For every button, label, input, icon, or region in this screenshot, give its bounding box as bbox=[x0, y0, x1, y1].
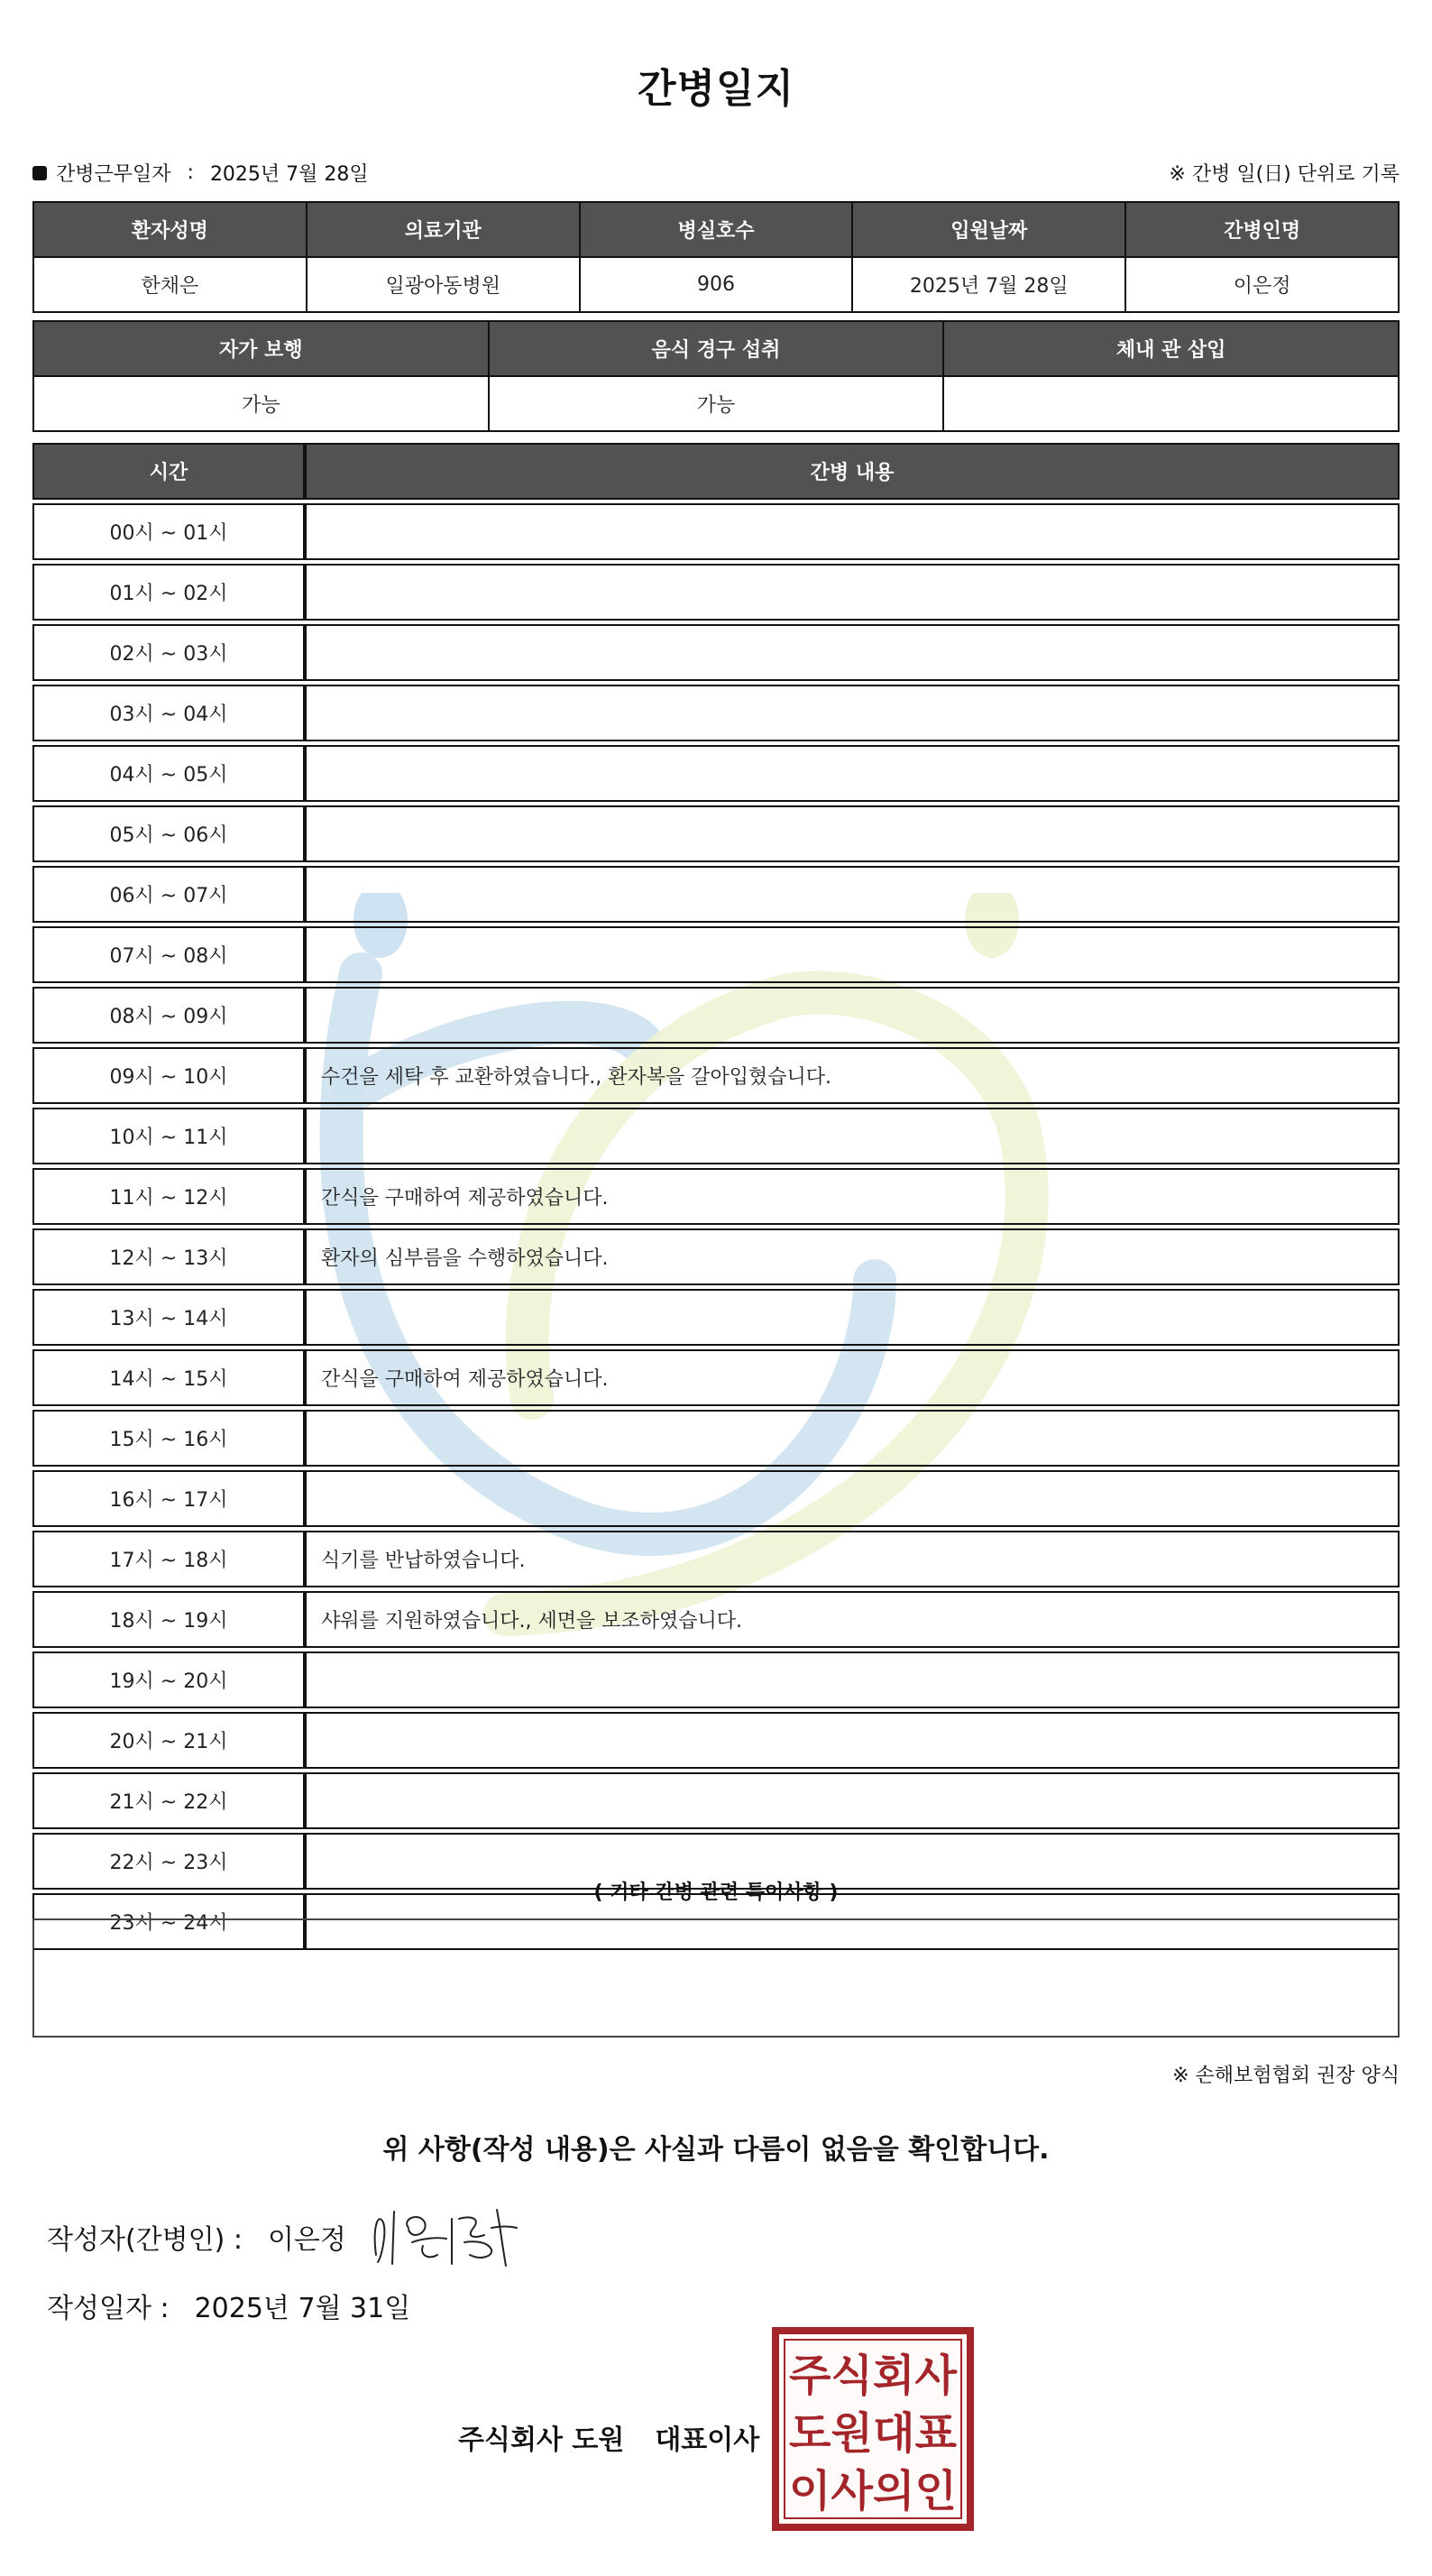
time-slot: 06시 ~ 07시 bbox=[32, 866, 305, 923]
care-content bbox=[305, 1651, 1400, 1708]
header-admission-date: 입원날짜 bbox=[852, 202, 1125, 257]
time-slot: 03시 ~ 04시 bbox=[32, 685, 305, 741]
table-row bbox=[32, 987, 1400, 1044]
time-slot: 21시 ~ 22시 bbox=[32, 1772, 305, 1829]
table-row bbox=[32, 866, 1400, 923]
tube-insertion-value bbox=[943, 376, 1399, 431]
patient-info-value-row bbox=[33, 257, 1399, 312]
patient-status-header-row bbox=[33, 321, 1399, 376]
time-slot: 23시 ~ 24시 bbox=[32, 1893, 305, 1950]
time-slot: 20시 ~ 21시 bbox=[32, 1712, 305, 1769]
time-slot: 16시 ~ 17시 bbox=[32, 1470, 305, 1527]
time-slot: 00시 ~ 01시 bbox=[32, 503, 305, 560]
care-content bbox=[305, 987, 1400, 1044]
table-row bbox=[32, 624, 1400, 681]
care-log-header-row bbox=[32, 443, 1400, 500]
care-content bbox=[305, 685, 1400, 741]
time-slot: 19시 ~ 20시 bbox=[32, 1651, 305, 1708]
care-content bbox=[305, 624, 1400, 681]
writer-label: 작성자(간병인) : bbox=[47, 2224, 243, 2256]
table-row bbox=[32, 745, 1400, 802]
table-row bbox=[32, 685, 1400, 741]
care-content: 간식을 구매하여 제공하였습니다. bbox=[305, 1168, 1400, 1225]
table-row bbox=[32, 1772, 1400, 1829]
patient-info-header-row bbox=[33, 202, 1399, 257]
header-patient-name: 환자성명 bbox=[33, 202, 307, 257]
special-notes-title: ( 기타 간병 관련 특이사항 ) bbox=[593, 1881, 839, 1904]
time-slot: 04시 ~ 05시 bbox=[32, 745, 305, 802]
header-caregiver-name: 간병인명 bbox=[1125, 202, 1399, 257]
table-row bbox=[32, 1712, 1400, 1769]
time-slot: 18시 ~ 19시 bbox=[32, 1591, 305, 1648]
header-hospital: 의료기관 bbox=[307, 202, 580, 257]
table-row bbox=[32, 564, 1400, 621]
time-slot: 05시 ~ 06시 bbox=[32, 805, 305, 862]
care-log-table bbox=[32, 439, 1400, 1954]
special-notes-box bbox=[32, 1918, 1400, 2038]
time-slot: 01시 ~ 02시 bbox=[32, 564, 305, 621]
table-row bbox=[32, 1108, 1400, 1164]
time-slot: 15시 ~ 16시 bbox=[32, 1410, 305, 1467]
header-time: 시간 bbox=[32, 443, 305, 500]
writer-line bbox=[47, 2217, 346, 2257]
table-row bbox=[32, 1410, 1400, 1467]
seal-text-line: 도원대표 bbox=[789, 2408, 958, 2459]
header-tube-insertion: 체내 관 삽입 bbox=[943, 321, 1399, 376]
seal-text-line: 주식회사 bbox=[789, 2351, 958, 2401]
table-row bbox=[32, 1168, 1400, 1225]
representative-title: 대표이사 bbox=[655, 2424, 760, 2456]
table-row bbox=[32, 1591, 1400, 1648]
table-row bbox=[32, 1651, 1400, 1708]
time-slot: 14시 ~ 15시 bbox=[32, 1349, 305, 1406]
time-slot: 10시 ~ 11시 bbox=[32, 1108, 305, 1164]
table-row bbox=[32, 1047, 1400, 1104]
patient-status-table bbox=[32, 320, 1400, 432]
signature-image bbox=[365, 2192, 528, 2273]
time-slot: 17시 ~ 18시 bbox=[32, 1531, 305, 1587]
admission-date: 2025년 7월 28일 bbox=[852, 257, 1125, 312]
time-slot: 02시 ~ 03시 bbox=[32, 624, 305, 681]
time-slot: 08시 ~ 09시 bbox=[32, 987, 305, 1044]
room-number: 906 bbox=[580, 257, 853, 312]
time-slot: 09시 ~ 10시 bbox=[32, 1047, 305, 1104]
time-slot: 12시 ~ 13시 bbox=[32, 1228, 305, 1285]
care-content bbox=[305, 866, 1400, 923]
care-content bbox=[305, 1470, 1400, 1527]
care-content bbox=[305, 1772, 1400, 1829]
work-date-separator: : bbox=[187, 161, 194, 184]
patient-name: 한채은 bbox=[33, 257, 307, 312]
work-date-line bbox=[32, 159, 369, 187]
time-slot: 22시 ~ 23시 bbox=[32, 1833, 305, 1890]
time-slot: 11시 ~ 12시 bbox=[32, 1168, 305, 1225]
care-content bbox=[305, 564, 1400, 621]
seal-text-line: 이사의인 bbox=[789, 2466, 957, 2516]
care-content bbox=[305, 1108, 1400, 1164]
writer-name: 이은정 bbox=[267, 2224, 346, 2256]
table-row bbox=[32, 503, 1400, 560]
write-date-label: 작성일자 : bbox=[47, 2293, 170, 2324]
care-content bbox=[305, 1410, 1400, 1467]
hospital-name: 일광아동병원 bbox=[307, 257, 580, 312]
bullet-square-icon bbox=[32, 166, 47, 180]
insurance-note: ※ 손해보험협회 권장 양식 bbox=[1172, 2065, 1400, 2087]
care-content bbox=[305, 805, 1400, 862]
header-room-number: 병실호수 bbox=[580, 202, 853, 257]
confirmation-statement: 위 사항(작성 내용)은 사실과 다름이 없음을 확인합니다. bbox=[382, 2134, 1050, 2166]
page-title: 간병일지 bbox=[637, 66, 794, 112]
table-row bbox=[32, 1289, 1400, 1346]
time-slot: 13시 ~ 14시 bbox=[32, 1289, 305, 1346]
care-content bbox=[305, 1712, 1400, 1769]
header-self-walking: 자가 보행 bbox=[33, 321, 489, 376]
table-row bbox=[32, 805, 1400, 862]
table-row bbox=[32, 926, 1400, 983]
header-care-content: 간병 내용 bbox=[305, 443, 1400, 500]
care-content bbox=[305, 1289, 1400, 1346]
self-walking-value: 가능 bbox=[33, 376, 489, 431]
company-line bbox=[458, 2417, 759, 2457]
work-date-value: 2025년 7월 28일 bbox=[209, 163, 369, 186]
care-content bbox=[305, 503, 1400, 560]
patient-info-table bbox=[32, 201, 1400, 313]
time-slot: 07시 ~ 08시 bbox=[32, 926, 305, 983]
write-date-line bbox=[47, 2286, 410, 2325]
table-row bbox=[32, 1531, 1400, 1587]
table-row bbox=[32, 1228, 1400, 1285]
table-row bbox=[32, 1470, 1400, 1527]
write-date-value: 2025년 7월 31일 bbox=[194, 2293, 411, 2324]
care-content: 식기를 반납하였습니다. bbox=[305, 1531, 1400, 1587]
company-seal-stamp bbox=[772, 2327, 974, 2531]
care-content bbox=[305, 745, 1400, 802]
header-oral-intake: 음식 경구 섭취 bbox=[489, 321, 944, 376]
unit-note: ※ 간병 일(日) 단위로 기록 bbox=[1169, 163, 1400, 186]
oral-intake-value: 가능 bbox=[489, 376, 944, 431]
care-content bbox=[305, 926, 1400, 983]
caregiver-name: 이은정 bbox=[1125, 257, 1399, 312]
table-row bbox=[32, 1349, 1400, 1406]
care-log-body bbox=[32, 503, 1400, 1950]
patient-status-value-row bbox=[33, 376, 1399, 431]
company-name: 주식회사 도원 bbox=[458, 2424, 625, 2456]
care-content: 샤워를 지원하였습니다., 세면을 보조하였습니다. bbox=[305, 1591, 1400, 1648]
work-date-label: 간병근무일자 bbox=[56, 163, 171, 186]
care-content: 수건을 세탁 후 교환하였습니다., 환자복을 갈아입혔습니다. bbox=[305, 1047, 1400, 1104]
care-content: 간식을 구매하여 제공하였습니다. bbox=[305, 1349, 1400, 1406]
care-content: 환자의 심부름을 수행하였습니다. bbox=[305, 1228, 1400, 1285]
